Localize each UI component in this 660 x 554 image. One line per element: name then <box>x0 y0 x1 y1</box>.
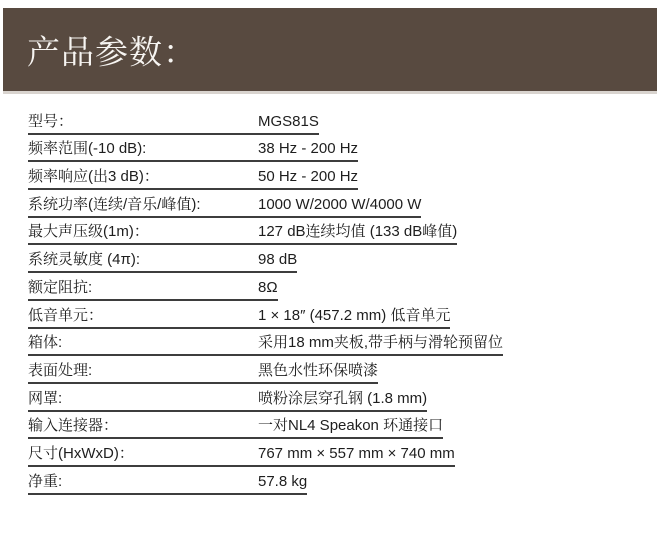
spec-value: 38 Hz - 200 Hz <box>258 140 359 158</box>
spec-row-frequency-range <box>28 135 638 163</box>
spec-label: 表面处理: <box>28 361 93 379</box>
spec-row-sensitivity <box>28 245 638 273</box>
spec-row-woofer <box>28 301 638 329</box>
spec-value: 8Ω <box>258 278 278 296</box>
spec-line <box>28 472 307 495</box>
spec-value: 1000 W/2000 W/4000 W <box>258 195 422 213</box>
spec-table <box>28 107 638 495</box>
spec-value: 57.8 kg <box>258 472 308 490</box>
spec-row-finish <box>28 356 638 384</box>
spec-row-model <box>28 107 638 135</box>
spec-line <box>28 112 319 135</box>
spec-value: MGS81S <box>258 112 319 130</box>
spec-row-frequency-response <box>28 162 638 190</box>
spec-line <box>28 222 457 245</box>
spec-label: 频率范围(-10 dB): <box>28 140 147 158</box>
spec-label: 频率响应(出3 dB)： <box>28 168 159 186</box>
spec-line <box>28 333 503 356</box>
spec-row-connectors <box>28 412 638 440</box>
spec-value: 767 mm × 557 mm × 740 mm <box>258 444 455 462</box>
spec-line <box>28 278 278 301</box>
spec-value: 采用18 mm夹板,带手柄与滑轮预留位 <box>258 334 504 352</box>
spec-row-system-power <box>28 190 638 218</box>
spec-label: 最大声压级(1m)： <box>28 223 149 241</box>
spec-label: 系统功率(连续/音乐/峰值): <box>28 195 201 213</box>
spec-row-max-spl <box>28 218 638 246</box>
spec-line <box>28 361 378 384</box>
spec-line <box>28 389 427 412</box>
spec-value: 一对NL4 Speakon 环通接口 <box>258 417 444 435</box>
spec-value: 50 Hz - 200 Hz <box>258 168 359 186</box>
spec-value: 98 dB <box>258 251 298 269</box>
spec-value: 黑色水性环保喷漆 <box>258 361 379 379</box>
spec-value: 127 dB连续均值 (133 dB峰值) <box>258 223 458 241</box>
spec-label: 额定阻抗: <box>28 278 93 296</box>
spec-row-enclosure <box>28 329 638 357</box>
spec-line <box>28 250 297 273</box>
header-band <box>3 8 657 94</box>
spec-line <box>28 416 443 439</box>
spec-line <box>28 139 358 162</box>
spec-label: 低音单元： <box>28 306 104 324</box>
spec-row-dimensions <box>28 439 638 467</box>
page-title: 产品参数： <box>27 33 197 70</box>
spec-line <box>28 195 421 218</box>
spec-value: 喷粉涂层穿孔钢 (1.8 mm) <box>258 389 428 407</box>
spec-label: 网罩: <box>28 389 63 407</box>
spec-label: 箱体: <box>28 334 63 352</box>
spec-label: 型号： <box>28 112 74 130</box>
spec-line <box>28 444 455 467</box>
spec-label: 净重: <box>28 472 63 490</box>
spec-line <box>28 167 358 190</box>
spec-line <box>28 306 450 329</box>
spec-label: 尺寸(HxWxD)： <box>28 444 134 462</box>
spec-label: 输入连接器： <box>28 417 119 435</box>
spec-row-net-weight <box>28 467 638 495</box>
spec-value: 1 × 18″ (457.2 mm) 低音单元 <box>258 306 451 324</box>
spec-row-impedance <box>28 273 638 301</box>
spec-label: 系统灵敏度 (4π): <box>28 251 141 269</box>
spec-row-grille <box>28 384 638 412</box>
